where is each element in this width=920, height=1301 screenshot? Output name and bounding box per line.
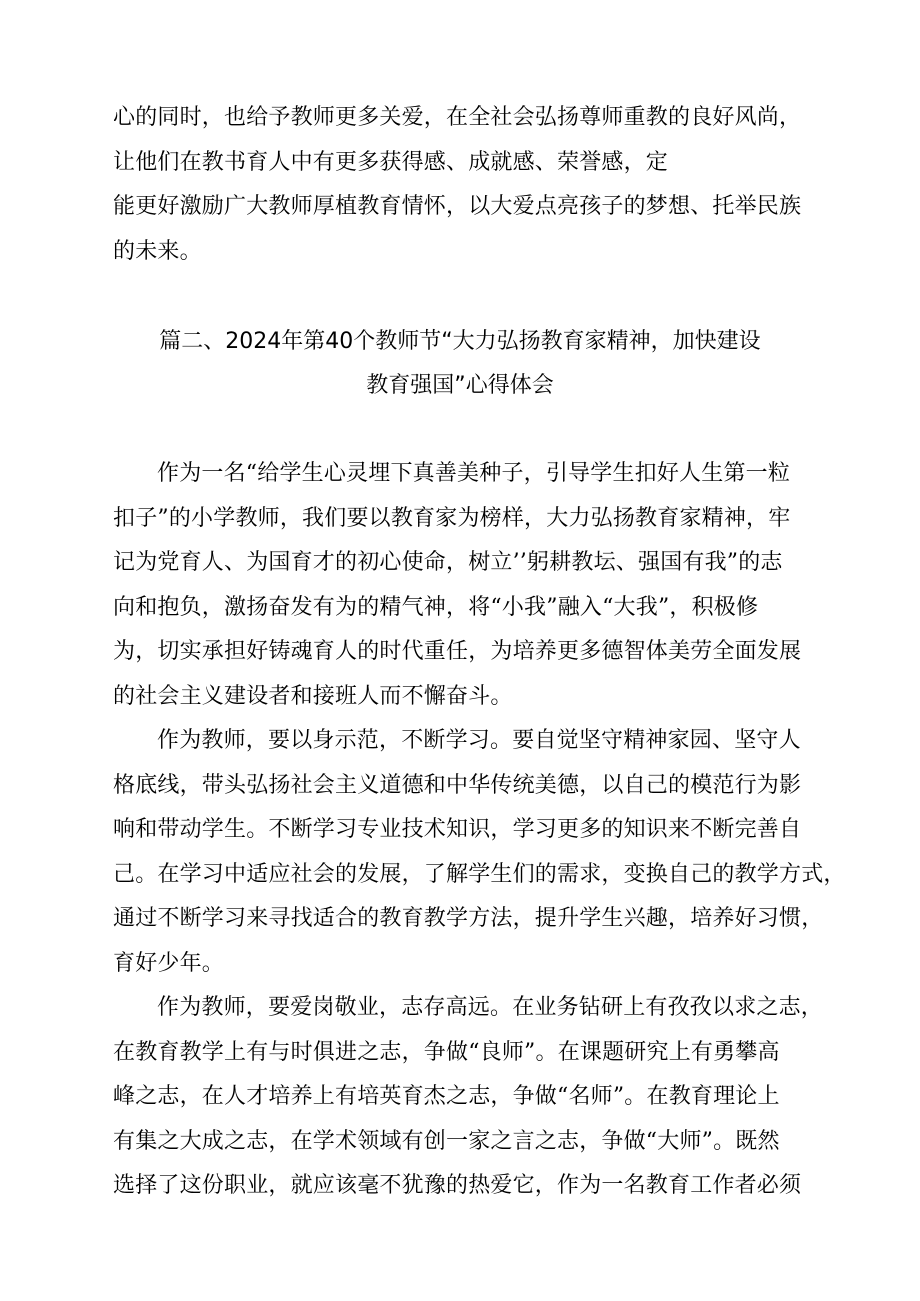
text-line: 作为一名“给学生心灵埋下真善美种子，引导学生扣好人生第一粒: [157, 461, 791, 486]
text-line: 响和带动学生。不断学习专业技术知识，学习更多的知识来不断完善自: [113, 817, 802, 842]
paragraph-2: [113, 719, 846, 986]
body-text: [113, 452, 846, 1209]
text-line: 能更好激励广大教师厚植教育情怀，以大爱点亮孩子的梦想、托举民族: [113, 194, 802, 219]
section-heading-line-1: 篇二、2024年第40个教师节“大力弘扬教育家精神，加快建设: [159, 329, 761, 354]
text-line: 格底线，带头弘扬社会主义道德和中华传统美德，以自己的模范行为影: [113, 772, 802, 798]
paragraph-1: [113, 452, 846, 719]
text-line: 通过不断学习来寻找适合的教育教学方法，提升学生兴趣，培养好习惯，: [113, 906, 824, 931]
text-line: 心的同时，也给予教师更多关爱，在全社会弘扬尊师重教的良好风尚，: [113, 105, 802, 130]
text-line: 峰之志，在人才培养上有培英育杰之志，争做“名师”。在教育理论上: [113, 1084, 780, 1109]
text-line: 扣子”的小学教师，我们要以教育家为榜样，大力弘扬教育家精神，牢: [113, 505, 791, 531]
text-line: 育好少年。: [113, 950, 225, 976]
text-line: 在教育教学上有与时俱进之志，争做“良师”。在课题研究上有勇攀高: [113, 1039, 780, 1065]
text-line: 记为党育人、为国育才的初心使命，树立’’躬耕教坛、强国有我”的志: [113, 550, 783, 575]
text-line: 作为教师，要以身示范，不断学习。要自觉坚守精神家园、坚守人: [157, 728, 801, 753]
paragraph-3: [113, 986, 846, 1209]
text-line: 作为教师，要爱岗敬业，志存高远。在业务钻研上有孜孜以求之志，: [157, 995, 824, 1020]
section-heading-line-2: 教育强国”心得体会: [366, 373, 554, 398]
text-line: 让他们在教书育人中有更多获得感、成就感、荣誉感，定: [113, 149, 669, 175]
text-line: 己。在学习中适应社会的发展，了解学生们的需求，变换自己的教学方式，: [113, 861, 846, 887]
text-line: 的未来。: [113, 238, 202, 264]
intro-paragraph: [113, 96, 801, 274]
text-line: 为，切实承担好铸魂育人的时代重任，为培养更多德智体美劳全面发展: [113, 639, 802, 664]
text-line: 有集之大成之志，在学术领域有创一家之言之志，争做“大师”。既然: [113, 1128, 780, 1154]
text-line: 的社会主义建设者和接班人而不懈奋斗。: [113, 683, 513, 709]
text-line: 向和抱负，激扬奋发有为的精气神，将“小我”融入“大我”，积极修: [113, 594, 759, 620]
text-line: 选择了这份职业，就应该毫不犹豫的热爱它，作为一名教育工作者必须: [113, 1173, 802, 1198]
